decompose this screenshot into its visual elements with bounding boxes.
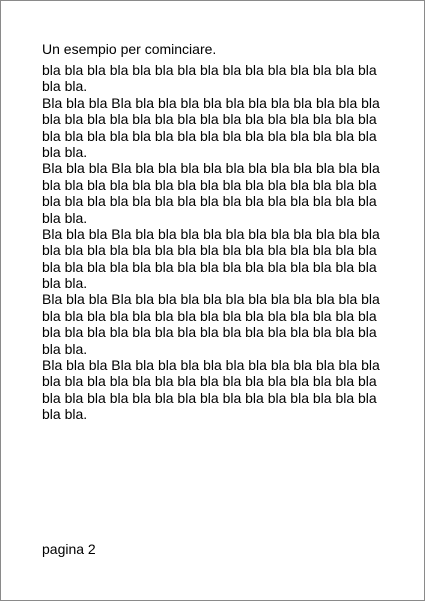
text-line: bla bla bla bla bla bla bla bla bla bla bla bla bla bla bla: [42, 176, 377, 193]
page-number: pagina 2: [42, 541, 96, 557]
text-line: bla bla.: [42, 143, 88, 160]
text-line: Bla bla bla Bla bla bla bla bla bla bla bla bla bla bla bla: [42, 225, 380, 242]
text-line: bla bla.: [42, 340, 88, 357]
text-line: Bla bla bla Bla bla bla bla bla bla bla bla bla bla bla bla: [42, 357, 380, 374]
text-line: bla bla bla bla bla bla bla bla bla bla bla bla bla bla bla: [42, 258, 377, 275]
text-line: Bla bla bla Bla bla bla bla bla bla bla bla bla bla bla bla: [42, 160, 380, 177]
text-line: Bla bla bla Bla bla bla bla bla bla bla bla bla bla bla bla: [42, 94, 380, 111]
text-line: bla bla bla bla bla bla bla bla bla bla bla bla bla bla bla: [42, 389, 377, 406]
text-line: Bla bla bla Bla bla bla bla bla bla bla bla bla bla bla bla: [42, 291, 380, 308]
text-line: bla bla bla bla bla bla bla bla bla bla bla bla bla bla bla: [42, 373, 377, 390]
text-line: bla bla bla bla bla bla bla bla bla bla bla bla bla bla bla: [42, 193, 377, 210]
text-line: bla bla bla bla bla bla bla bla bla bla bla bla bla bla bla: [42, 111, 377, 128]
text-line: bla bla.: [42, 78, 88, 95]
text-line: bla bla.: [42, 275, 88, 292]
text-line: bla bla bla bla bla bla bla bla bla bla bla bla bla bla bla: [42, 324, 377, 341]
text-line: bla bla bla bla bla bla bla bla bla bla bla bla bla bla bla: [42, 242, 377, 259]
text-line: bla bla.: [42, 406, 88, 423]
text-line: bla bla bla bla bla bla bla bla bla bla bla bla bla bla bla: [42, 62, 377, 78]
text-line: bla bla.: [42, 209, 88, 226]
text-line: bla bla bla bla bla bla bla bla bla bla bla bla bla bla bla: [42, 307, 377, 324]
page-heading: Un esempio per cominciare.: [42, 41, 217, 57]
body-text: [42, 62, 380, 423]
text-line: bla bla bla bla bla bla bla bla bla bla bla bla bla bla bla: [42, 127, 377, 144]
